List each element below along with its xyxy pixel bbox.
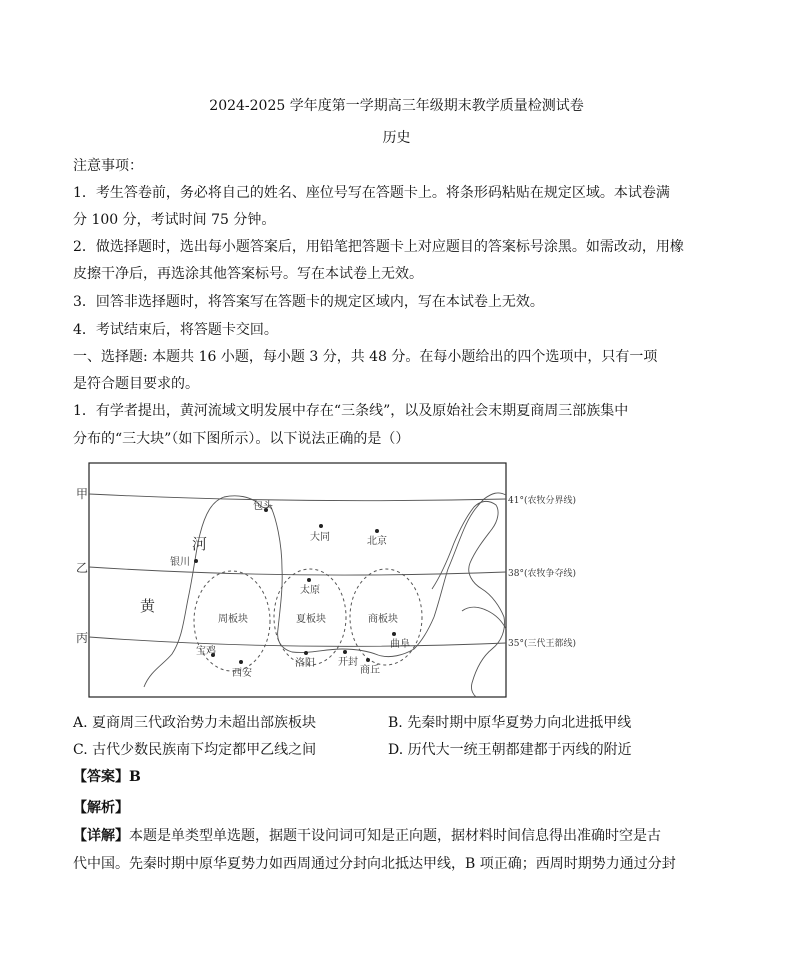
city-baoji xyxy=(196,644,216,657)
notice-item-2-cont: 皮擦干净后，再选涂其他答案标号。写在本试卷上无效。 xyxy=(73,266,423,282)
city-label-baoji: 宝鸡 xyxy=(196,646,216,657)
option-b: B. 先秦时期中原华夏势力向北进抵甲线 xyxy=(388,715,632,731)
city-label-taiyuan: 太原 xyxy=(300,585,320,596)
river-char-he: 河 xyxy=(192,535,208,553)
detail-label: 【详解】 xyxy=(73,828,129,844)
analysis-label: 【解析】 xyxy=(73,800,129,816)
zhou-block-label: 周板块 xyxy=(218,614,248,625)
notice-item-4: 4．考试结束后，将答题卡交回。 xyxy=(73,322,278,338)
city-label-kaifeng: 开封 xyxy=(338,657,358,668)
city-label-datong: 大同 xyxy=(310,532,330,543)
answer-value: B xyxy=(129,769,141,785)
question-1-stem: 1．有学者提出，黄河流域文明发展中存在“三条线”，以及原始社会末期夏商周三部族集中 xyxy=(73,403,629,419)
line-label-jia: 甲 xyxy=(76,487,89,501)
exam-title: 2024-2025 学年度第一学期高三年级期末教学质量检测试卷 xyxy=(209,98,584,114)
shang-block-label: 商板块 xyxy=(368,614,398,625)
city-label-qufu: 曲阜 xyxy=(390,639,410,650)
line-38-label: 38°(农牧争夺线) xyxy=(508,569,576,579)
line-label-yi: 乙 xyxy=(76,561,89,575)
option-d: D. 历代大一统王朝都建都于丙线的附近 xyxy=(388,742,632,758)
city-baotou xyxy=(253,499,274,512)
analysis-detail-line-1 xyxy=(73,827,661,845)
analysis-detail-line-2: 代中国。先秦时期中原华夏势力如西周通过分封向北抵达甲线，B 项正确；西周时期势力通过分封 xyxy=(73,856,676,872)
notice-item-2: 2．做选择题时，选出每小题答案后，用铅笔把答题卡上对应题目的答案标号涂黑。如需改动，用橡 xyxy=(73,239,684,255)
city-label-beijing: 北京 xyxy=(367,536,387,547)
river-char-huang: 黄 xyxy=(140,597,156,615)
notice-heading: 注意事项： xyxy=(73,158,143,174)
notice-item-1-cont: 分 100 分，考试时间 75 分钟。 xyxy=(73,212,276,228)
xia-block-label: 夏板块 xyxy=(296,614,326,625)
option-c: C. 古代少数民族南下均定都甲乙线之间 xyxy=(73,742,317,758)
option-a: A. 夏商周三代政治势力未超出部族板块 xyxy=(73,715,317,731)
notice-item-3: 3．回答非选择题时，将答案写在答题卡的规定区域内，写在本试卷上无效。 xyxy=(73,294,544,310)
line-41-label: 41°(农牧分界线) xyxy=(508,496,576,506)
yellow-river-map xyxy=(72,459,672,699)
city-label-xian: 西安 xyxy=(232,668,252,679)
answer-label: 【答案】 xyxy=(73,769,129,785)
subject-title: 历史 xyxy=(382,130,411,146)
line-35-label: 35°(三代王都线) xyxy=(508,639,576,649)
answer-line xyxy=(73,768,141,786)
notice-item-1: 1．考生答卷前，务必将自己的姓名、座位号写在答题卡上。将条形码粘贴在规定区域。本试卷满 xyxy=(73,185,670,201)
question-1-stem-cont: 分布的“三大块”（如下图所示）。以下说法正确的是（） xyxy=(73,431,410,447)
section-heading-cont: 是符合题目要求的。 xyxy=(73,376,199,392)
section-heading: 一、选择题: 本题共 16 小题，每小题 3 分，共 48 分。在每小题给出的四个选项中，只有一项 xyxy=(73,349,658,365)
city-label-yinchuan: 银川 xyxy=(170,557,190,568)
city-label-baotou: 包头 xyxy=(253,501,273,512)
city-label-luoyang: 洛阳 xyxy=(295,658,315,669)
line-label-bing: 丙 xyxy=(76,631,89,645)
city-label-shangqiu: 商丘 xyxy=(360,665,380,676)
detail-text-1: 本题是单类型单选题，据题干设问词可知是正向题，据材料时间信息得出准确时空是古 xyxy=(129,828,661,844)
